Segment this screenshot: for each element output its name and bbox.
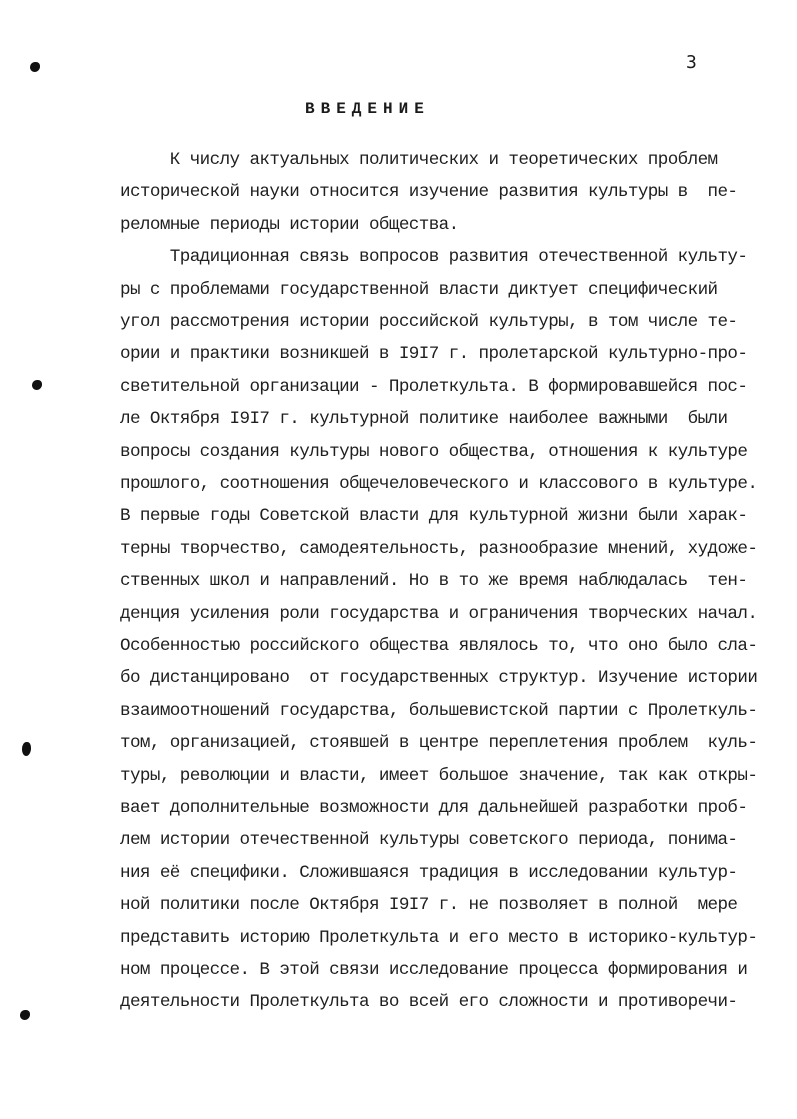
text-line: взаимоотношений государства, большевистской партии с Пролеткуль- bbox=[120, 700, 758, 721]
text-line: ной политики после Октября I9I7 г. не позволяет в полной мере bbox=[120, 895, 738, 916]
text-line: ния её специфики. Сложившаяся традиция в исследовании культур- bbox=[120, 862, 738, 883]
page-number: 3 bbox=[686, 52, 697, 73]
binding-hole-mark bbox=[30, 62, 40, 72]
binding-hole-mark bbox=[32, 380, 42, 390]
text-line: светительной организации - Пролеткульта. В формировавшейся пос- bbox=[120, 376, 748, 397]
page-title: ВВЕДЕНИЕ bbox=[305, 100, 430, 118]
text-line: деятельности Пролеткульта во всей его сложности и противоречи- bbox=[120, 992, 738, 1013]
text-line: исторической науки относится изучение развития культуры в пе- bbox=[120, 182, 738, 203]
text-line: бо дистанцировано от государственных структур. Изучение истории bbox=[120, 668, 758, 689]
text-line: угол рассмотрения истории российской культуры, в том числе те- bbox=[120, 312, 738, 332]
text-line: ном процессе. В этой связи исследование процесса формирования и bbox=[120, 960, 748, 980]
text-line: ственных школ и направлений. Но в то же время наблюдалась тен- bbox=[120, 571, 748, 592]
text-line: денция усиления роли государства и ограничения творческих начал. bbox=[120, 603, 758, 624]
text-line: ры с проблемами государственной власти диктует специфический bbox=[120, 279, 718, 300]
text-line: Особенностью российского общества являлось то, что оно было сла- bbox=[120, 636, 758, 656]
text-line: Традиционная связь вопросов развития отечественной культу- bbox=[120, 247, 748, 268]
text-line: лем истории отечественной культуры советского периода, понима- bbox=[120, 830, 738, 851]
text-line: В первые годы Советской власти для культурной жизни были харак- bbox=[120, 506, 748, 527]
binding-hole-mark bbox=[20, 1010, 30, 1020]
text-line: прошлого, соотношения общечеловеческого и классового в культуре. bbox=[120, 474, 758, 494]
text-line: ле Октября I9I7 г. культурной политике наиболее важными были bbox=[120, 409, 728, 430]
text-line: вает дополнительные возможности для дальнейшей разработки проб- bbox=[120, 798, 748, 818]
text-line: представить историю Пролеткульта и его место в историко-культур- bbox=[120, 927, 758, 948]
text-line: вопросы создания культуры нового общества, отношения к культуре bbox=[120, 441, 748, 462]
text-line: туры, революции и власти, имеет большое значение, так как откры- bbox=[120, 765, 758, 786]
text-line: том, организацией, стоявшей в центре переплетения проблем куль- bbox=[120, 733, 758, 754]
text-line: терны творчество, самодеятельность, разнообразие мнений, художе- bbox=[120, 538, 758, 559]
text-line: реломные периоды истории общества. bbox=[120, 214, 459, 235]
text-line: К числу актуальных политических и теоретических проблем bbox=[120, 150, 718, 170]
text-line: ории и практики возникшей в I9I7 г. пролетарской культурно-про- bbox=[120, 344, 748, 365]
binding-hole-mark bbox=[22, 742, 31, 756]
